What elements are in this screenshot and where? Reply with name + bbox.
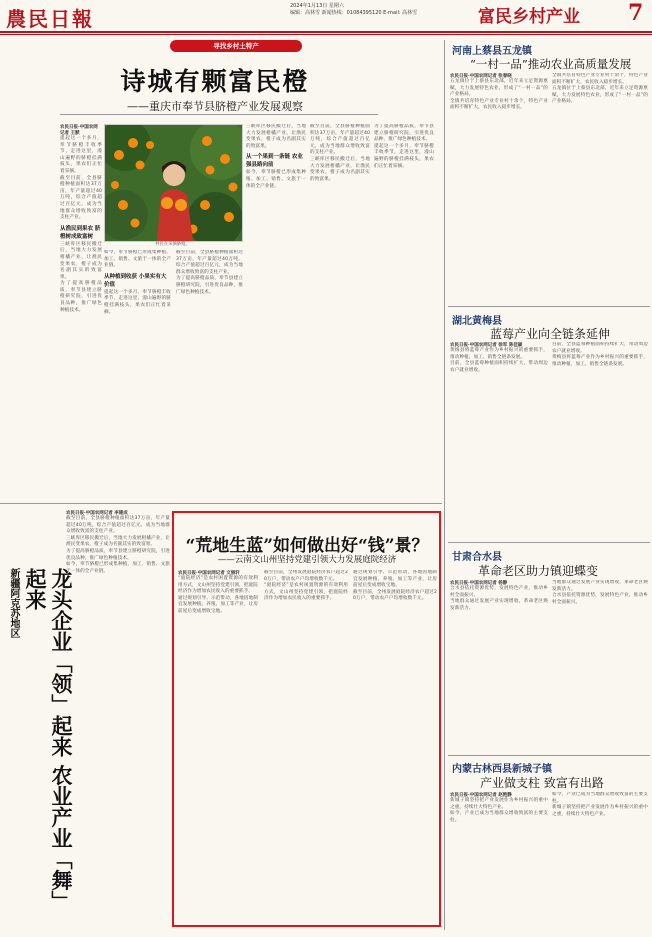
right-article-2-col-2 <box>552 342 648 532</box>
right-article-1-headline: 河南上蔡县五龙镇 <box>452 46 532 57</box>
vertical-paragraph: 如今，奉节脐橙已形成集种植、加工、销售、文旅于一体的全产业链。 <box>66 562 170 574</box>
right-article-3-byline: 农民日报·中国农网记者 杨静 <box>450 581 508 586</box>
right-article-1-col-2 <box>552 73 648 303</box>
right-paragraph: 五龙镇位于上蔡县东北部，近年来立足资源禀赋，大力发展特色农业，形成了“一村一品”的产业格局。 <box>450 79 548 98</box>
right-paragraph: 全镇共培育特色产业专业村十余个，特色产业面积不断扩大，农民收入稳步增长。 <box>450 98 548 111</box>
issue-date: 2024年1月13日 星期六 <box>290 3 344 9</box>
photo-caption: 村民在采摘脐橙。 <box>155 242 190 247</box>
right-paragraph: 目前，全县蓝莓种植面积持续扩大，带动周边农户就业增收。 <box>552 342 648 354</box>
main-paragraph: 提起这一个多月，奉节脐橙丰收季节，走进这里，漫山遍野的脐橙挂满枝头，果农们正忙着采摘。 <box>104 289 171 315</box>
right-paragraph: 新城子镇坚持把产业发展作为乡村振兴的重中之重，持续壮大特色产业。 <box>552 805 648 817</box>
main-paragraph: 如今，奉节脐橙已形成集种植、加工、销售、文旅于一体的全产业链。 <box>104 250 171 269</box>
main-paragraph: 为了提高脐橙品质，奉节县建立脐橙研究院，引进优良品种，推广绿色种植技术。 <box>176 276 243 295</box>
right-paragraph: 黄梅县将蓝莓产业作为乡村振兴的重要抓手，推动种植、加工、销售全链条发展。 <box>552 355 648 367</box>
right-divider <box>448 542 650 543</box>
highlight-headline: “荒地生蓝”如何做出好“钱”景？ <box>185 536 429 556</box>
section-divider <box>0 503 442 504</box>
right-paragraph: 当地群众通过发展产业实现增收，革命老区焕发新活力。 <box>552 580 648 592</box>
right-article-4-headline: 内蒙古林西县新城子镇 <box>452 764 552 775</box>
right-paragraph: 五龙镇位于上蔡县东北部，近年来立足资源禀赋，大力发展特色农业，形成了“一村一品”的产业格局。 <box>552 86 648 105</box>
main-paragraph: 截至目前，全县脐橙种植面积达37万亩，年产量超过40万吨，综合产值超过百亿元，成为当地群众增收致富的支柱产业。 <box>310 124 370 156</box>
main-article-col-4 <box>246 124 306 499</box>
right-article-4-col-2 <box>552 792 648 930</box>
right-paragraph: 如今，产业已成为当地群众增收致富的主要支柱。 <box>450 811 548 823</box>
vertical-article-body <box>66 510 170 930</box>
vertical-paragraph: 截至目前，全县脐橙种植面积达37万亩，年产量超过40万吨，综合产值超过百亿元，成为当地群众增收致富的支柱产业。 <box>66 516 170 535</box>
column-divider <box>444 40 445 930</box>
highlight-paragraph: 截至目前，全州发展庭院经济农户超过20万户，带动农户户均增收数千元。 <box>353 589 437 602</box>
masthead <box>0 0 652 36</box>
main-paragraph: 为了提高脐橙品质，奉节县建立脐橙研究院，引进优良品种，推广绿色种植技术。 <box>60 281 102 313</box>
section-title: 富民乡村产业 <box>478 7 580 27</box>
main-article-col-3 <box>176 250 243 500</box>
right-article-2-col-1 <box>450 342 548 532</box>
right-article-1-col-1 <box>450 73 548 303</box>
highlight-subhead: ——云南文山州坚持党建引领大力发展庭院经济 <box>217 555 397 565</box>
right-paragraph: 当地群众通过发展产业实现增收，革命老区焕发新活力。 <box>450 599 548 611</box>
highlight-byline: 农民日报·中国农网记者 文丽轩 <box>178 571 240 576</box>
right-paragraph: 新城子镇坚持把产业发展作为乡村振兴的重中之重，持续壮大特色产业。 <box>450 798 548 810</box>
highlight-col-3 <box>353 570 437 922</box>
highlight-paragraph: 截至目前，全州发展庭院经济农户超过20万户，带动农户户均增收数千元。 <box>264 570 348 582</box>
main-headline: 诗城有颗富民橙 <box>120 67 310 96</box>
vertical-subhead: 新疆阿克苏地区 <box>8 568 19 638</box>
highlight-paragraph: 通过规划引导、示范带动，各地因地制宜发展种植、养殖、加工等产业，让房前屋后变成增收宝地。 <box>353 570 437 589</box>
masthead-divider-thin <box>0 34 652 35</box>
right-article-3-headline: 甘肃合水县 <box>452 552 502 563</box>
right-paragraph: 全镇共培育特色产业专业村十余个，特色产业面积不断扩大，农民收入稳步增长。 <box>552 73 648 85</box>
editor-info: 编辑：高林雪 新闻热线：01084395120 E-mail: 高林雪 <box>290 10 418 16</box>
highlight-paragraph: “庭院经济”是农村闲置资源的有效利用方式，文山州坚持党建引领，把庭院经济作为增加农民收入的重要抓手。 <box>264 583 348 602</box>
masthead-divider <box>0 31 652 33</box>
main-paragraph: 如今，奉节脐橙已形成集种植、加工、销售、文旅于一体的全产业链。 <box>246 170 306 189</box>
highlight-col-1 <box>178 570 258 922</box>
main-article-col-5 <box>310 124 370 499</box>
main-subhead: ——重庆市奉节县脐橙产业发展观察 <box>127 100 303 113</box>
article-kicker: 寻找乡村土特产 <box>170 40 302 52</box>
newspaper-logo: 農民日報 <box>6 7 94 31</box>
right-paragraph: 合水县依托资源优势，发展特色产业，推动乡村全面振兴。 <box>552 593 648 605</box>
main-paragraph: 提起这一个多月，奉节脐橙丰收季节，走进这里，漫山遍野的脐橙挂满枝头，果农们正忙着采摘。 <box>374 143 434 169</box>
page-number: 7 <box>628 0 644 26</box>
right-article-2-subhead: 蓝莓产业向全链条延伸 <box>490 327 611 341</box>
main-paragraph: 为了提高脐橙品质，奉节县建立脐橙研究院，引进优良品种，推广绿色种植技术。 <box>374 124 434 143</box>
main-article-col-2 <box>104 250 171 500</box>
right-article-3-col-2 <box>552 580 648 750</box>
main-paragraph: 三峡库区移民搬迁后，当地大力发展柑橘产业，让渔民变果农，橙子成为名副其实的致富果。 <box>310 156 370 182</box>
main-paragraph: 提起这一个多月，奉节脐橙丰收季节，走进这里，漫山遍野的脐橙挂满枝头，果农们正忙着采摘。 <box>60 136 102 174</box>
right-article-3-subhead: 革命老区助力镇迎蝶变 <box>478 564 599 578</box>
main-paragraph: 截至目前，全县脐橙种植面积达37万亩，年产量超过40万吨，综合产值超过百亿元，成为当地群众增收致富的支柱产业。 <box>176 250 243 275</box>
highlight-paragraph: “庭院经济”是农村闲置资源的有效利用方式，文山州坚持党建引领，把庭院经济作为增加农民收入的重要抓手。 <box>178 576 258 595</box>
right-article-1-subhead: “一村一品”推动农业高质量发展 <box>470 57 632 71</box>
issue-info <box>290 3 417 17</box>
main-paragraph: 三峡库区移民搬迁后，当地大力发展柑橘产业，让渔民变果农，橙子成为名副其实的致富果。 <box>246 124 306 149</box>
main-paragraph: 三峡库区移民搬迁后，当地大力发展柑橘产业，让渔民变果农，橙子成为名副其实的致富果。 <box>60 241 102 280</box>
right-paragraph: 合水县依托资源优势，发展特色产业，推动乡村全面振兴。 <box>450 586 548 598</box>
right-article-4-subhead: 产业做支柱 致富有出路 <box>480 776 604 790</box>
vertical-paragraph: 为了提高脐橙品质，奉节县建立脐橙研究院，引进优良品种，推广绿色种植技术。 <box>66 548 170 561</box>
main-section-heading: 从种植到收获 小果实有大价值 <box>104 273 167 288</box>
right-paragraph: 黄梅县将蓝莓产业作为乡村振兴的重要抓手，推动种植、加工、销售全链条发展。 <box>450 348 548 360</box>
right-article-3-col-1 <box>450 580 548 750</box>
right-divider <box>448 306 650 307</box>
main-article-col-1 <box>60 124 102 499</box>
vertical-paragraph: 三峡库区移民搬迁后，当地大力发展柑橘产业，让渔民变果农，橙子成为名副其实的致富果。 <box>66 535 170 548</box>
right-divider <box>448 755 650 756</box>
orange-harvest-photo <box>104 124 243 242</box>
right-paragraph: 如今，产业已成为当地群众增收致富的主要支柱。 <box>552 792 648 804</box>
right-paragraph: 目前，全县蓝莓种植面积持续扩大，带动周边农户就业增收。 <box>450 361 548 373</box>
main-article-col-6 <box>374 124 434 499</box>
main-section-heading: 从渔民到果农 脐橙树成致富树 <box>60 225 101 240</box>
vertical-byline: 农民日报·中国农网记者 李建成 <box>66 511 128 516</box>
vertical-article-headline-block <box>2 568 74 928</box>
main-byline: 农民日报·中国农网记者 王默 <box>60 125 98 136</box>
main-paragraph: 截至目前，全县脐橙种植面积达37万亩，年产量超过40万吨，综合产值超过百亿元，成为当地群众增收致富的支柱产业。 <box>60 175 102 221</box>
right-article-4-byline: 农民日报·中国农网记者 赵艳静 <box>450 793 512 798</box>
right-article-2-byline: 农民日报·中国农网记者 徐军 陈佳颖 <box>450 343 523 348</box>
right-article-2-headline: 湖北黄梅县 <box>452 316 502 327</box>
right-article-4-col-1 <box>450 792 548 930</box>
headline-rule <box>60 114 378 115</box>
highlight-col-2 <box>264 570 348 922</box>
right-article-1-byline: 农民日报·中国农网记者 张春晓 <box>450 74 512 79</box>
highlight-paragraph: 通过规划引导、示范带动，各地因地制宜发展种植、养殖、加工等产业，让房前屋后变成增收宝地。 <box>178 595 258 614</box>
vertical-headline: 龙头企业「领」起来 农业产业「舞」起来 <box>23 568 74 912</box>
main-section-heading: 从一个果到一条链 农业强县路向前 <box>246 154 303 169</box>
